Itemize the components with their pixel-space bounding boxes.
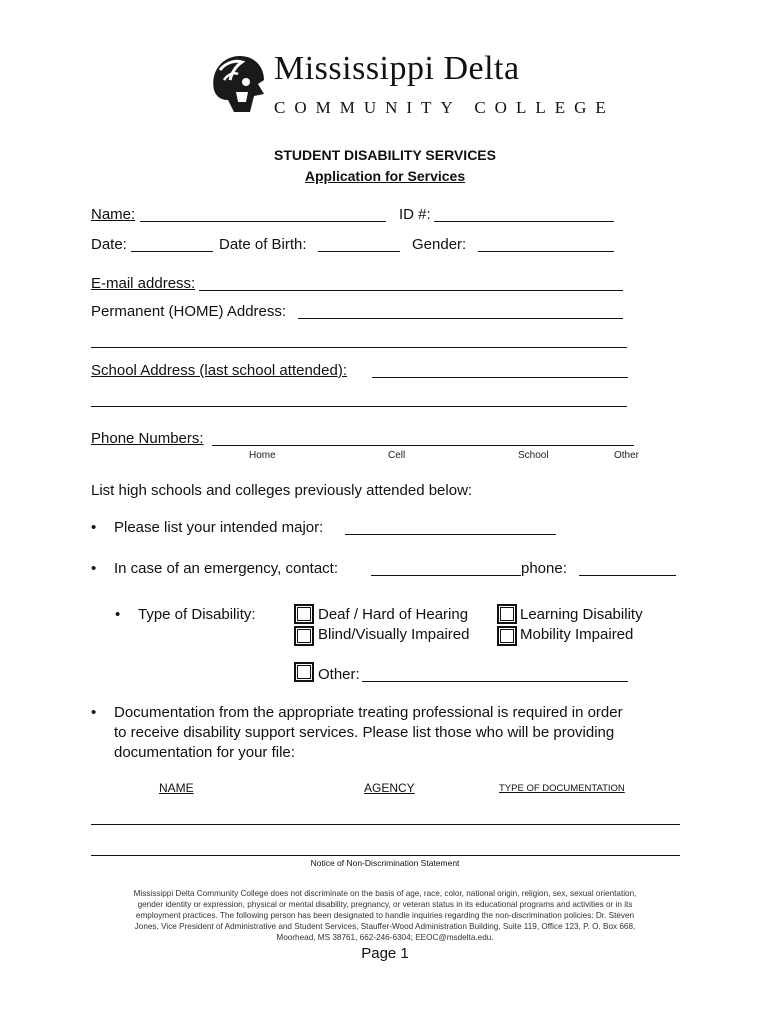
bullet-icon: •: [115, 606, 121, 623]
phone-label: Phone Numbers:: [91, 430, 204, 447]
trojan-helmet-icon: [206, 50, 268, 116]
notice-line: Mississippi Delta Community College does not discriminate on the basis of age, race, color, national origin, religion, sex, sexual orientation,: [133, 889, 637, 898]
dob-label: Date of Birth:: [219, 236, 307, 253]
home-address-label: Permanent (HOME) Address:: [91, 303, 287, 320]
learning-disability-checkbox[interactable]: [497, 604, 517, 624]
mobility-checkbox[interactable]: [497, 626, 517, 646]
other-checkbox[interactable]: [294, 662, 314, 682]
notice-body: [0, 888, 770, 943]
emergency-phone-label: phone:: [521, 560, 567, 577]
college-subtitle: COMMUNITY COLLEGE: [274, 98, 615, 117]
disability-type-label: Type of Disability:: [138, 606, 256, 623]
emergency-contact-field[interactable]: [371, 575, 521, 576]
notice-line: gender identity or expression, physical or mental disability, pregnancy, or veteran status in its educational programs and activities or in its: [137, 900, 633, 909]
home-address-field-line2[interactable]: [91, 347, 627, 348]
school-address-label: School Address (last school attended):: [91, 362, 347, 379]
notice-line: Moorhead, MS 38761, 662-246-6304; EEOC@msdelta.edu.: [276, 933, 494, 942]
learning-disability-label: Learning Disability: [520, 606, 643, 623]
bullet-icon: •: [91, 560, 97, 577]
doc-row-line[interactable]: [91, 824, 680, 825]
id-label: ID #:: [399, 206, 431, 223]
documentation-text-2: to receive disability support services. Please list those who will be providing: [114, 724, 615, 741]
emergency-phone-field[interactable]: [579, 575, 676, 576]
id-field[interactable]: [434, 221, 614, 222]
doc-row-line[interactable]: [91, 855, 680, 856]
school-address-field-line2[interactable]: [91, 406, 627, 407]
date-label: Date:: [91, 236, 127, 253]
major-label: Please list your intended major:: [114, 519, 324, 536]
notice-line: employment practices. The following person has been designated to handle inquiries regarding the non-discrimination policies: Dr. Steven: [135, 911, 635, 920]
gender-label: Gender:: [412, 236, 467, 253]
documentation-text-3: documentation for your file:: [114, 744, 295, 761]
documentation-text-1: Documentation from the appropriate treating professional is required in order: [114, 704, 623, 721]
mobility-label: Mobility Impaired: [520, 626, 634, 643]
school-address-field[interactable]: [372, 377, 628, 378]
email-field[interactable]: [199, 290, 623, 291]
dob-field[interactable]: [318, 251, 400, 252]
other-field[interactable]: [362, 681, 628, 682]
schools-prompt: List high schools and colleges previously attended below:: [91, 482, 473, 499]
bullet-icon: •: [91, 704, 97, 721]
notice-title: Notice of Non-Discrimination Statement: [310, 858, 460, 868]
name-label: Name:: [91, 206, 136, 223]
doc-col-name: NAME: [159, 781, 194, 795]
phone-type-school: School: [518, 450, 549, 461]
page-number: Page 1: [361, 945, 409, 962]
gender-field[interactable]: [478, 251, 614, 252]
phone-type-home: Home: [249, 450, 276, 461]
name-field[interactable]: [140, 221, 386, 222]
other-label: Other:: [318, 666, 360, 683]
form-title: Application for Services: [304, 168, 466, 184]
phone-field[interactable]: [212, 445, 634, 446]
phone-type-cell: Cell: [388, 450, 406, 461]
notice-line: Jones, Vice President of Administrative and Student Services, Stauffer-Wood Administration Building, Suite 119, Office 123, P. O. Box 668,: [134, 922, 636, 931]
phone-type-other: Other: [614, 450, 640, 461]
date-field[interactable]: [131, 251, 213, 252]
major-field[interactable]: [345, 534, 556, 535]
blind-label: Blind/Visually Impaired: [318, 626, 470, 643]
office-title: STUDENT DISABILITY SERVICES: [274, 147, 496, 163]
deaf-label: Deaf / Hard of Hearing: [318, 606, 469, 623]
bullet-icon: •: [91, 519, 97, 536]
doc-col-type: TYPE OF DOCUMENTATION: [499, 783, 625, 794]
emergency-contact-label: In case of an emergency, contact:: [114, 560, 339, 577]
home-address-field[interactable]: [298, 318, 623, 319]
doc-col-agency: AGENCY: [364, 781, 415, 795]
college-name: Mississippi Delta: [274, 50, 520, 87]
email-label: E-mail address:: [91, 275, 196, 292]
deaf-checkbox[interactable]: [294, 604, 314, 624]
blind-checkbox[interactable]: [294, 626, 314, 646]
